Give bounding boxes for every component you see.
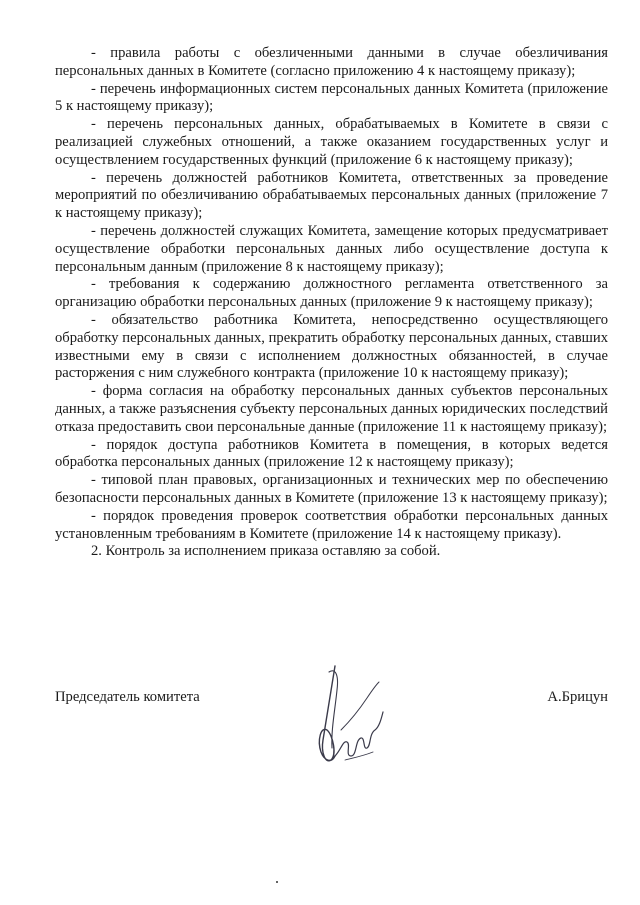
paragraph-appendix-13: - типовой план правовых, организационных и технических мер по обеспечению безопасности персональных данных в Комитете (приложение 13 к настоящему приказу);: [55, 472, 608, 506]
paragraph-appendix-8: - перечень должностей служащих Комитета, замещение которых предусматривает осуществление обработки персональных данных либо осуществление доступа к персональным данным (приложение 8 к настоящему приказу);: [55, 222, 608, 275]
paragraph-appendix-7: - перечень должностей работников Комитета, ответственных за проведение мероприятий по обезличиванию обрабатываемых персональных данных (приложение 7 к настоящему приказу);: [55, 169, 608, 222]
paragraph-appendix-14: - порядок проведения проверок соответствия обработки персональных данных установленным требованиям в Комитете (приложение 14 к настоящему приказу).: [55, 507, 608, 542]
signatory-name: А.Брицун: [547, 689, 608, 705]
paragraph-appendix-10: - обязательство работника Комитета, непосредственно осуществляющего обработку персональных данных, прекратить обработку персональных данных, ставших известными ему в связи с исполнением должностных обязанностей, в случае расторжения с ним служебного контракта (приложение 10 к настоящему приказу);: [55, 311, 608, 382]
paragraph-appendix-4: - правила работы с обезличенными данными в случае обезличивания персональных данных в Комитете (согласно приложению 4 к настоящему приказу);: [55, 45, 608, 79]
paragraph-appendix-6: - перечень персональных данных, обрабатываемых в Комитете в связи с реализацией служебных отношений, а также оказанием государственных услуг и осуществлением государственных функций (приложение 6 к настоящему приказу);: [55, 116, 608, 168]
paragraph-appendix-5: - перечень информационных систем персональных данных Комитета (приложение 5 к настоящему приказу);: [55, 80, 608, 115]
paragraph-control-clause: 2. Контроль за исполнением приказа оставляю за собой.: [91, 543, 441, 560]
page-mark-dot: [276, 881, 278, 883]
signatory-title: Председатель комитета: [55, 689, 200, 705]
paragraph-appendix-9: - требования к содержанию должностного регламента ответственного за организацию обработки персональных данных (приложение 9 к настоящему приказу);: [55, 276, 608, 311]
paragraph-appendix-11: - форма согласия на обработку персональных данных субъектов персональных данных, а также разъяснения субъекту персональных данных юридических последствий отказа предоставить свои персональные данные (приложение 11 к настоящему приказу);: [55, 383, 608, 435]
paragraph-appendix-12: - порядок доступа работников Комитета в помещения, в которых ведется обработка персональных данных (приложение 12 к настоящему приказу);: [55, 436, 608, 471]
handwritten-signature-icon: [305, 660, 385, 780]
document-body: [55, 45, 608, 561]
